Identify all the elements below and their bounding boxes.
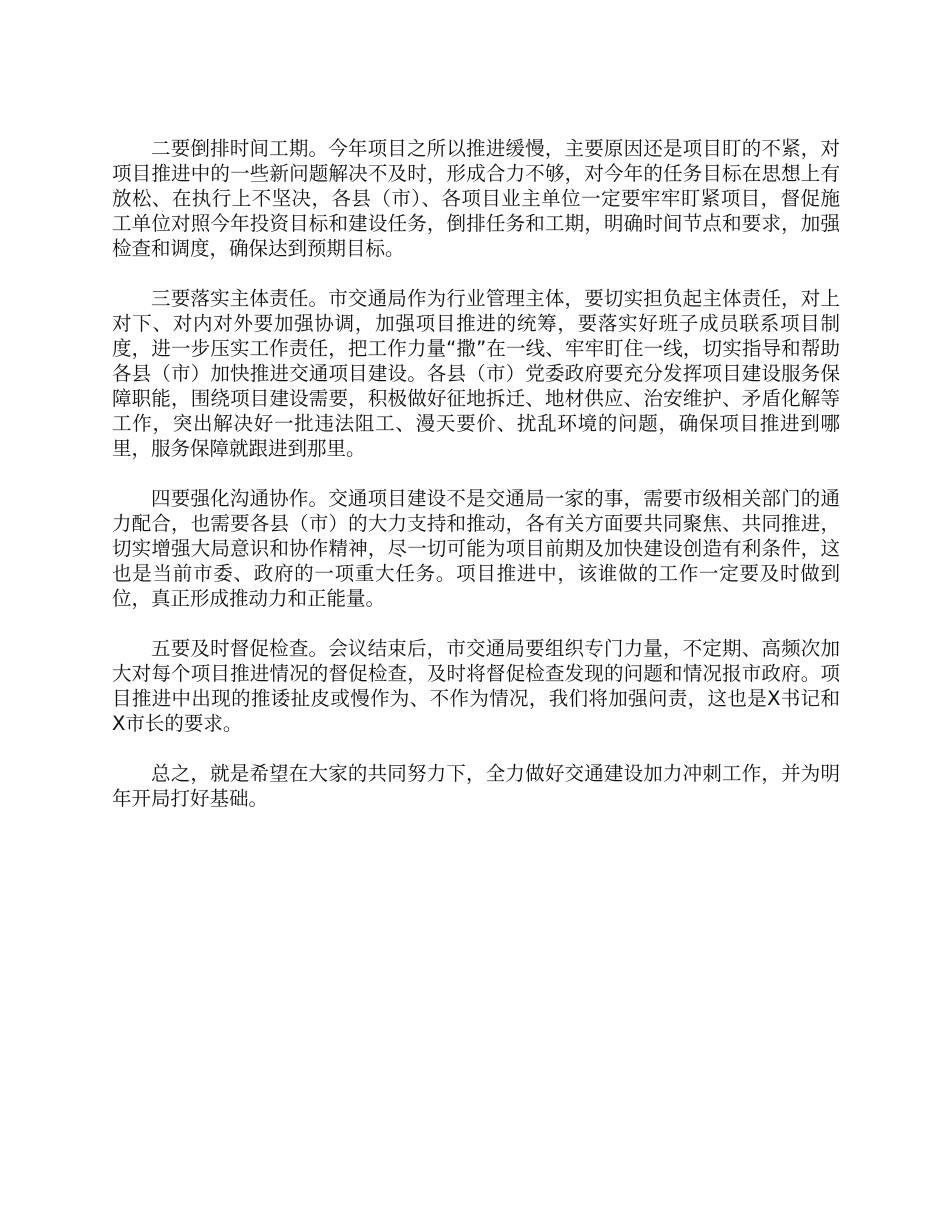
paragraph-coordination: 四要强化沟通协作。交通项目建设不是交通局一家的事，需要市级相关部门的通力配合，也需要各县（市）的大力支持和推动，各有关方面要共同聚焦、共同推进，切实增强大局意识和协作精神，尽一切可能为项目前期及加快建设创造有利条件，这也是当前市委、政府的一项重大任务。项目推进中，该谁做的工作一定要及时做到位，真正形成推动力和正能量。 bbox=[112, 487, 840, 610]
paragraph-schedule: 二要倒排时间工期。今年项目之所以推进缓慢，主要原因还是项目盯的不紧，对项目推进中的一些新问题解决不及时，形成合力不够，对今年的任务目标在思想上有放松、在执行上不坚决，各县（市）、各项目业主单位一定要牢牢盯紧项目，督促施工单位对照今年投资目标和建设任务，倒排任务和工期，明确时间节点和要求，加强检查和调度，确保达到预期目标。 bbox=[112, 137, 840, 260]
paragraph-responsibility: 三要落实主体责任。市交通局作为行业管理主体，要切实担负起主体责任，对上对下、对内对外要加强协调，加强项目推进的统筹，要落实好班子成员联系项目制度，进一步压实工作责任，把工作力量“撒”在一线、牢牢盯住一线，切实指导和帮助各县（市）加快推进交通项目建设。各县（市）党委政府要充分发挥项目建设服务保障职能，围绕项目建设需要，积极做好征地拆迁、地材供应、治安维护、矛盾化解等工作，突出解决好一批违法阻工、漫天要价、扰乱环境的问题，确保项目推进到哪里，服务保障就跟进到那里。 bbox=[112, 287, 840, 460]
paragraph-supervision: 五要及时督促检查。会议结束后，市交通局要组织专门力量，不定期、高频次加大对每个项目推进情况的督促检查，及时将督促检查发现的问题和情况报市政府。项目推进中出现的推诿扯皮或慢作为、不作为情况，我们将加强问责，这也是X书记和X市长的要求。 bbox=[112, 637, 840, 735]
paragraph-conclusion: 总之，就是希望在大家的共同努力下，全力做好交通建设加力冲刺工作，并为明年开局打好基础。 bbox=[112, 762, 840, 810]
document-page bbox=[112, 136, 840, 836]
